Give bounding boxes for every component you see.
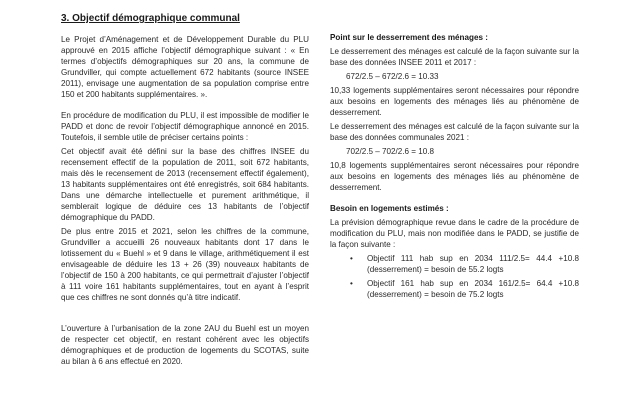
paragraph-desserrement-communal: Le desserrement des ménages est calculé de la façon suivante sur la base des données communales 2021 : (330, 122, 579, 142)
paragraph-result-communal: 10,8 logements supplémentaires seront nécessaires pour répondre aux besoins en logements des ménages liés au phénomène de desserrement. (330, 161, 579, 192)
formula-insee: 672/2.5 – 672/2.6 = 10.33 (346, 72, 439, 81)
bullet-icon: • (350, 254, 353, 263)
left-column (61, 12, 309, 370)
list-item-text: Objectif 161 hab sup en 2034 161/2.5= 64.4 +10.8 (desserrement) = besoin de 75.2 logts (367, 279, 579, 299)
paragraph-result-insee: 10,33 logements supplémentaires seront nécessaires pour répondre aux besoins en logements des ménages liés au phénomène de desserrement. (330, 86, 579, 117)
bullet-list-objectives (330, 253, 579, 300)
paragraph-modification-procedure: En procédure de modification du PLU, il est impossible de modifier le PADD et donc de revoir l’objectif démographique annoncé en 2015. Toutefois, il semble utile de préciser certains points : (61, 111, 309, 142)
heading-besoin-logements: Besoin en logements estimés : (330, 204, 449, 213)
paragraph-new-inhabitants: De plus entre 2015 et 2021, selon les chiffres de la commune, Grundviller a accueilli 26 nouveaux habitants dont 17 dans le lotissement du « Buehl » et 9 dans le village, arithmétiquement il est envisageable de déduire les 13 + 26 (39) nouveaux habitants de l’objectif de 150 à 200 habitants, ce qui permettrait d’ajuster l’objectif à 111 voire 161 habitants supplémentaires, tout en ayant à l’esprit que ces chiffres ne sont donnés qu’à titre indicatif. (61, 227, 309, 302)
heading-desserrement: Point sur le desserrement des ménages : (330, 33, 488, 42)
paragraph-desserrement-insee: Le desserrement des ménages est calculé de la façon suivante sur la base des données INSEE 2011 et 2017 : (330, 47, 579, 67)
list-item (330, 253, 579, 275)
list-item (330, 278, 579, 300)
section-title: 3. Objectif démographique communal (61, 13, 240, 24)
paragraph-insee-baseline: Cet objectif avait été défini sur la base des chiffres INSEE du recensement effectif de la population de 2011, soit 672 habitants, mais dès le recensement de 2013 (recensement effectif également), 13 habitants supplémentaires ont été enregistrés, soit 684 habitants. Dans une démarche intellectuelle et purement arithmétique, il semblerait logique de déduire ces 13 habitants de l’objectif démographique du PADD. (61, 147, 309, 222)
formula-communal: 702/2.5 – 702/2.6 = 10.8 (346, 147, 434, 156)
paragraph-besoin-intro: La prévision démographique revue dans le cadre de la procédure de modification du PLU, mais non modifiée dans le PADD, se justifie de la façon suivante : (330, 218, 579, 249)
paragraph-padd-objective: Le Projet d’Aménagement et de Développement Durable du PLU approuvé en 2015 affiche l’objectif démographique suivant : « En termes d’objectifs démographiques sur 20 ans, la commune de Grundviller, qui compte actuellement 672 habitants (source INSEE 2011), envisage une augmentation de sa population comprise entre 150 et 200 habitants supplémentaires. ». (61, 35, 309, 99)
right-column (330, 32, 579, 303)
bullet-icon: • (350, 279, 353, 288)
list-item-text: Objectif 111 hab sup en 2034 111/2.5= 44.4 +10.8 (desserrement) = besoin de 55.2 logts (367, 254, 579, 274)
paragraph-zone-2au: L’ouverture à l’urbanisation de la zone 2AU du Buehl est un moyen de respecter cet objectif, en restant cohérent avec les objectifs démographiques et de production de logements du SCOTAS, suite au bilan à 6 ans effectué en 2020. (61, 324, 309, 366)
